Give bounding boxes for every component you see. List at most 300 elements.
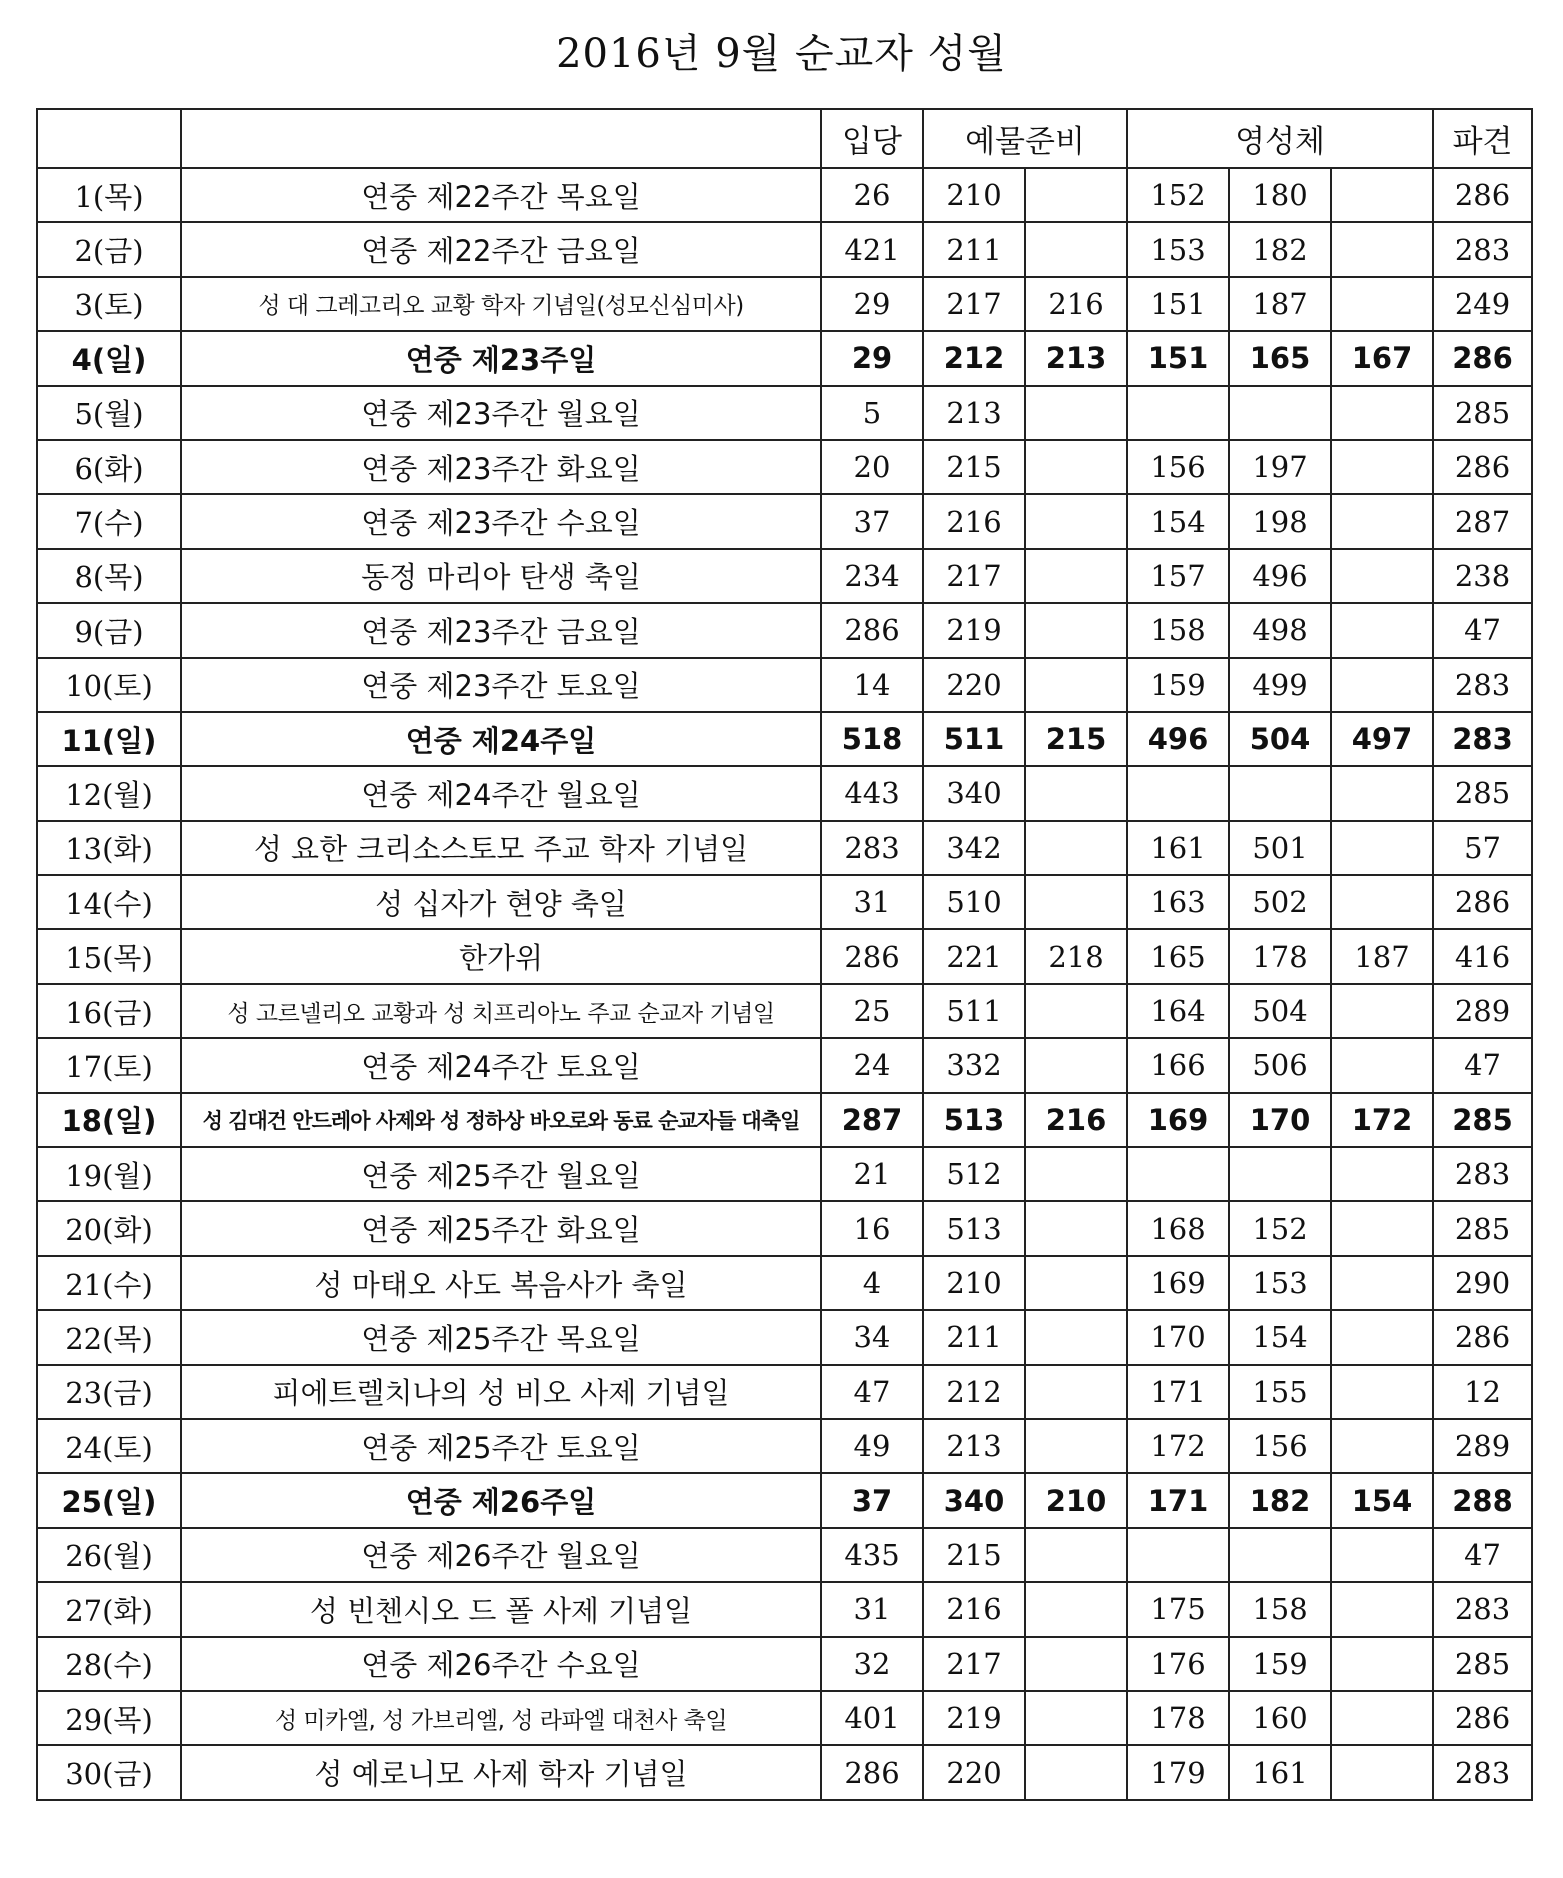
cell-offertory2 (1025, 1582, 1127, 1636)
cell-dismissal: 283 (1433, 1582, 1532, 1636)
cell-entrance: 31 (821, 1582, 923, 1636)
cell-feast: 연중 제24주간 토요일 (181, 1038, 821, 1092)
table-row (37, 875, 1532, 929)
cell-dismissal: 286 (1433, 168, 1532, 222)
cell-entrance: 47 (821, 1365, 923, 1419)
cell-feast: 연중 제26주간 월요일 (181, 1528, 821, 1582)
cell-communion3 (1331, 1419, 1433, 1473)
table-row (37, 1365, 1532, 1419)
cell-day: 16(금) (37, 984, 181, 1038)
cell-communion2: 155 (1229, 1365, 1331, 1419)
cell-communion2: 198 (1229, 494, 1331, 548)
cell-dismissal: 288 (1433, 1473, 1532, 1527)
cell-offertory2 (1025, 603, 1127, 657)
cell-communion2: 182 (1229, 222, 1331, 276)
cell-communion1: 151 (1127, 277, 1229, 331)
cell-dismissal: 285 (1433, 1201, 1532, 1255)
header-feast (181, 109, 821, 168)
cell-dismissal: 47 (1433, 603, 1532, 657)
cell-day: 1(목) (37, 168, 181, 222)
header-dismissal: 파견 (1433, 109, 1532, 168)
cell-day: 4(일) (37, 331, 181, 385)
cell-day: 30(금) (37, 1745, 181, 1799)
cell-dismissal: 283 (1433, 1147, 1532, 1201)
cell-offertory1: 212 (923, 331, 1025, 385)
cell-offertory2 (1025, 875, 1127, 929)
cell-communion1: 175 (1127, 1582, 1229, 1636)
cell-feast: 성 미카엘, 성 가브리엘, 성 라파엘 대천사 축일 (181, 1691, 821, 1745)
cell-communion3: 167 (1331, 331, 1433, 385)
cell-feast: 연중 제23주일 (181, 331, 821, 385)
cell-offertory1: 511 (923, 984, 1025, 1038)
cell-offertory1: 219 (923, 1691, 1025, 1745)
cell-entrance: 26 (821, 168, 923, 222)
cell-feast: 연중 제26주일 (181, 1473, 821, 1527)
cell-offertory2 (1025, 494, 1127, 548)
cell-offertory1: 511 (923, 712, 1025, 766)
cell-offertory1: 510 (923, 875, 1025, 929)
cell-offertory1: 340 (923, 1473, 1025, 1527)
cell-day: 13(화) (37, 821, 181, 875)
cell-entrance: 4 (821, 1256, 923, 1310)
cell-entrance: 518 (821, 712, 923, 766)
cell-offertory1: 212 (923, 1365, 1025, 1419)
cell-dismissal: 286 (1433, 331, 1532, 385)
cell-communion2: 178 (1229, 929, 1331, 983)
cell-communion1 (1127, 766, 1229, 820)
cell-offertory2 (1025, 1745, 1127, 1799)
cell-offertory2 (1025, 1310, 1127, 1364)
cell-entrance: 29 (821, 277, 923, 331)
cell-offertory1: 513 (923, 1201, 1025, 1255)
cell-dismissal: 286 (1433, 875, 1532, 929)
cell-dismissal: 47 (1433, 1038, 1532, 1092)
cell-offertory1: 217 (923, 1637, 1025, 1691)
table-row (37, 222, 1532, 276)
cell-communion1: 176 (1127, 1637, 1229, 1691)
cell-feast: 연중 제23주간 화요일 (181, 440, 821, 494)
table-row (37, 1038, 1532, 1092)
table-row (37, 929, 1532, 983)
cell-communion3 (1331, 658, 1433, 712)
cell-entrance: 401 (821, 1691, 923, 1745)
cell-communion3: 172 (1331, 1093, 1433, 1147)
table-header-row (37, 109, 1532, 168)
table-row (37, 331, 1532, 385)
cell-communion3 (1331, 984, 1433, 1038)
cell-communion2 (1229, 766, 1331, 820)
cell-communion1: 152 (1127, 168, 1229, 222)
cell-dismissal: 283 (1433, 658, 1532, 712)
cell-entrance: 21 (821, 1147, 923, 1201)
cell-day: 7(수) (37, 494, 181, 548)
cell-feast: 연중 제23주간 월요일 (181, 386, 821, 440)
cell-entrance: 31 (821, 875, 923, 929)
cell-offertory1: 513 (923, 1093, 1025, 1147)
cell-feast: 연중 제24주일 (181, 712, 821, 766)
cell-communion1: 157 (1127, 549, 1229, 603)
cell-communion3: 154 (1331, 1473, 1433, 1527)
cell-day: 10(토) (37, 658, 181, 712)
cell-communion2 (1229, 1528, 1331, 1582)
cell-dismissal: 289 (1433, 984, 1532, 1038)
cell-entrance: 435 (821, 1528, 923, 1582)
cell-feast: 연중 제24주간 월요일 (181, 766, 821, 820)
cell-communion3 (1331, 549, 1433, 603)
cell-offertory1: 219 (923, 603, 1025, 657)
cell-feast: 연중 제25주간 목요일 (181, 1310, 821, 1364)
cell-entrance: 49 (821, 1419, 923, 1473)
cell-dismissal: 47 (1433, 1528, 1532, 1582)
cell-offertory1: 217 (923, 277, 1025, 331)
cell-communion2: 182 (1229, 1473, 1331, 1527)
cell-entrance: 29 (821, 331, 923, 385)
table-row (37, 1419, 1532, 1473)
cell-dismissal: 286 (1433, 1310, 1532, 1364)
cell-communion1: 178 (1127, 1691, 1229, 1745)
cell-entrance: 24 (821, 1038, 923, 1092)
cell-offertory1: 211 (923, 1310, 1025, 1364)
cell-offertory2 (1025, 1256, 1127, 1310)
cell-offertory1: 216 (923, 1582, 1025, 1636)
cell-feast: 피에트렐치나의 성 비오 사제 기념일 (181, 1365, 821, 1419)
cell-communion1: 151 (1127, 331, 1229, 385)
cell-offertory2 (1025, 440, 1127, 494)
cell-communion1: 170 (1127, 1310, 1229, 1364)
cell-dismissal: 416 (1433, 929, 1532, 983)
cell-communion1: 153 (1127, 222, 1229, 276)
cell-communion2: 197 (1229, 440, 1331, 494)
table-row (37, 1147, 1532, 1201)
cell-offertory1: 512 (923, 1147, 1025, 1201)
cell-communion1: 169 (1127, 1093, 1229, 1147)
cell-offertory1: 217 (923, 549, 1025, 603)
cell-dismissal: 283 (1433, 222, 1532, 276)
cell-day: 19(월) (37, 1147, 181, 1201)
table-row (37, 386, 1532, 440)
cell-offertory1: 220 (923, 1745, 1025, 1799)
cell-day: 6(화) (37, 440, 181, 494)
cell-communion2: 161 (1229, 1745, 1331, 1799)
cell-day: 28(수) (37, 1637, 181, 1691)
cell-day: 12(월) (37, 766, 181, 820)
cell-communion1: 171 (1127, 1473, 1229, 1527)
cell-communion2: 152 (1229, 1201, 1331, 1255)
cell-feast: 동정 마리아 탄생 축일 (181, 549, 821, 603)
cell-communion3 (1331, 1310, 1433, 1364)
cell-communion2: 165 (1229, 331, 1331, 385)
cell-offertory1: 210 (923, 168, 1025, 222)
cell-communion2: 504 (1229, 712, 1331, 766)
cell-communion3 (1331, 386, 1433, 440)
cell-feast: 연중 제22주간 목요일 (181, 168, 821, 222)
cell-day: 22(목) (37, 1310, 181, 1364)
cell-communion1: 165 (1127, 929, 1229, 983)
cell-dismissal: 286 (1433, 440, 1532, 494)
cell-day: 15(목) (37, 929, 181, 983)
cell-communion2: 496 (1229, 549, 1331, 603)
cell-dismissal: 285 (1433, 766, 1532, 820)
table-row (37, 1637, 1532, 1691)
header-entrance: 입당 (821, 109, 923, 168)
document-title: 2016년 9월 순교자 성월 (556, 31, 1007, 77)
cell-feast: 연중 제23주간 수요일 (181, 494, 821, 548)
cell-offertory2 (1025, 821, 1127, 875)
cell-communion1: 163 (1127, 875, 1229, 929)
cell-offertory1: 211 (923, 222, 1025, 276)
cell-entrance: 34 (821, 1310, 923, 1364)
cell-feast: 성 대 그레고리오 교황 학자 기념일(성모신심미사) (181, 277, 821, 331)
cell-dismissal: 283 (1433, 1745, 1532, 1799)
cell-communion1: 166 (1127, 1038, 1229, 1092)
cell-day: 17(토) (37, 1038, 181, 1092)
cell-offertory1: 340 (923, 766, 1025, 820)
cell-communion3 (1331, 1637, 1433, 1691)
cell-day: 8(목) (37, 549, 181, 603)
cell-offertory2: 216 (1025, 1093, 1127, 1147)
cell-dismissal: 285 (1433, 386, 1532, 440)
cell-day: 25(일) (37, 1473, 181, 1527)
cell-feast: 연중 제25주간 토요일 (181, 1419, 821, 1473)
cell-entrance: 443 (821, 766, 923, 820)
cell-communion2: 156 (1229, 1419, 1331, 1473)
cell-communion1: 172 (1127, 1419, 1229, 1473)
cell-communion1: 158 (1127, 603, 1229, 657)
cell-communion3 (1331, 440, 1433, 494)
cell-communion3 (1331, 1365, 1433, 1419)
cell-entrance: 25 (821, 984, 923, 1038)
table-row (37, 1691, 1532, 1745)
cell-offertory2 (1025, 1637, 1127, 1691)
cell-offertory2 (1025, 1038, 1127, 1092)
cell-entrance: 32 (821, 1637, 923, 1691)
cell-entrance: 5 (821, 386, 923, 440)
cell-communion1: 168 (1127, 1201, 1229, 1255)
cell-communion3 (1331, 1038, 1433, 1092)
table-row (37, 1093, 1532, 1147)
cell-communion3 (1331, 1582, 1433, 1636)
cell-offertory2: 213 (1025, 331, 1127, 385)
cell-communion3 (1331, 494, 1433, 548)
cell-communion1 (1127, 1147, 1229, 1201)
cell-communion2: 506 (1229, 1038, 1331, 1092)
cell-offertory2 (1025, 766, 1127, 820)
table-row (37, 712, 1532, 766)
cell-entrance: 286 (821, 603, 923, 657)
cell-communion3 (1331, 1528, 1433, 1582)
cell-day: 9(금) (37, 603, 181, 657)
cell-day: 18(일) (37, 1093, 181, 1147)
cell-communion3 (1331, 168, 1433, 222)
cell-offertory1: 215 (923, 440, 1025, 494)
cell-feast: 성 빈첸시오 드 폴 사제 기념일 (181, 1582, 821, 1636)
table-row (37, 277, 1532, 331)
cell-entrance: 20 (821, 440, 923, 494)
cell-communion1 (1127, 386, 1229, 440)
cell-entrance: 37 (821, 494, 923, 548)
cell-communion2: 158 (1229, 1582, 1331, 1636)
cell-communion2 (1229, 1147, 1331, 1201)
table-row (37, 766, 1532, 820)
cell-offertory2 (1025, 1365, 1127, 1419)
table-row (37, 1201, 1532, 1255)
cell-communion3 (1331, 1147, 1433, 1201)
table-row (37, 603, 1532, 657)
cell-communion3 (1331, 603, 1433, 657)
cell-day: 27(화) (37, 1582, 181, 1636)
cell-offertory2 (1025, 1201, 1127, 1255)
cell-dismissal: 238 (1433, 549, 1532, 603)
cell-day: 14(수) (37, 875, 181, 929)
cell-entrance: 283 (821, 821, 923, 875)
table-row (37, 440, 1532, 494)
table-row (37, 821, 1532, 875)
cell-communion3 (1331, 222, 1433, 276)
cell-day: 21(수) (37, 1256, 181, 1310)
table-row (37, 1256, 1532, 1310)
cell-communion2: 160 (1229, 1691, 1331, 1745)
cell-offertory1: 215 (923, 1528, 1025, 1582)
cell-communion2: 502 (1229, 875, 1331, 929)
table-row (37, 494, 1532, 548)
cell-communion2: 170 (1229, 1093, 1331, 1147)
cell-offertory2 (1025, 1528, 1127, 1582)
cell-day: 23(금) (37, 1365, 181, 1419)
table-row (37, 1473, 1532, 1527)
cell-feast: 한가위 (181, 929, 821, 983)
cell-feast: 연중 제25주간 화요일 (181, 1201, 821, 1255)
cell-dismissal: 283 (1433, 712, 1532, 766)
cell-communion1: 154 (1127, 494, 1229, 548)
cell-communion3 (1331, 1745, 1433, 1799)
cell-offertory1: 332 (923, 1038, 1025, 1092)
table-row (37, 984, 1532, 1038)
cell-dismissal: 286 (1433, 1691, 1532, 1745)
hymn-schedule-table (36, 108, 1533, 1801)
cell-dismissal: 249 (1433, 277, 1532, 331)
cell-feast: 성 김대건 안드레아 사제와 성 정하상 바오로와 동료 순교자들 대축일 (181, 1093, 821, 1147)
table-row (37, 1528, 1532, 1582)
cell-communion2: 501 (1229, 821, 1331, 875)
cell-offertory1: 213 (923, 1419, 1025, 1473)
cell-dismissal: 12 (1433, 1365, 1532, 1419)
cell-offertory2: 216 (1025, 277, 1127, 331)
cell-entrance: 286 (821, 929, 923, 983)
cell-communion2: 153 (1229, 1256, 1331, 1310)
table-body (37, 168, 1532, 1800)
cell-day: 5(월) (37, 386, 181, 440)
cell-entrance: 286 (821, 1745, 923, 1799)
table-row (37, 549, 1532, 603)
cell-offertory2 (1025, 1147, 1127, 1201)
cell-feast: 연중 제26주간 수요일 (181, 1637, 821, 1691)
cell-day: 26(월) (37, 1528, 181, 1582)
cell-communion3: 187 (1331, 929, 1433, 983)
header-day (37, 109, 181, 168)
cell-day: 2(금) (37, 222, 181, 276)
cell-feast: 성 십자가 현양 축일 (181, 875, 821, 929)
cell-communion1: 496 (1127, 712, 1229, 766)
cell-communion3 (1331, 766, 1433, 820)
cell-communion1: 164 (1127, 984, 1229, 1038)
cell-day: 3(토) (37, 277, 181, 331)
cell-communion1: 156 (1127, 440, 1229, 494)
cell-feast: 성 고르넬리오 교황과 성 치프리아노 주교 순교자 기념일 (181, 984, 821, 1038)
cell-offertory1: 220 (923, 658, 1025, 712)
cell-offertory2 (1025, 168, 1127, 222)
cell-offertory2 (1025, 984, 1127, 1038)
cell-communion3 (1331, 1256, 1433, 1310)
cell-feast: 성 요한 크리소스토모 주교 학자 기념일 (181, 821, 821, 875)
cell-day: 29(목) (37, 1691, 181, 1745)
cell-communion1 (1127, 1528, 1229, 1582)
cell-entrance: 287 (821, 1093, 923, 1147)
cell-communion1: 171 (1127, 1365, 1229, 1419)
cell-communion3 (1331, 875, 1433, 929)
cell-feast: 연중 제22주간 금요일 (181, 222, 821, 276)
cell-entrance: 14 (821, 658, 923, 712)
cell-communion1: 169 (1127, 1256, 1229, 1310)
cell-day: 24(토) (37, 1419, 181, 1473)
cell-communion3 (1331, 1201, 1433, 1255)
cell-feast: 연중 제23주간 토요일 (181, 658, 821, 712)
table-row (37, 168, 1532, 222)
cell-day: 20(화) (37, 1201, 181, 1255)
table-row (37, 1582, 1532, 1636)
cell-offertory1: 213 (923, 386, 1025, 440)
cell-dismissal: 285 (1433, 1093, 1532, 1147)
cell-communion2: 498 (1229, 603, 1331, 657)
cell-communion1: 159 (1127, 658, 1229, 712)
cell-offertory1: 221 (923, 929, 1025, 983)
cell-feast: 성 마태오 사도 복음사가 축일 (181, 1256, 821, 1310)
cell-communion3 (1331, 277, 1433, 331)
header-communion: 영성체 (1127, 109, 1433, 168)
cell-offertory2 (1025, 386, 1127, 440)
cell-communion1: 179 (1127, 1745, 1229, 1799)
cell-offertory2: 218 (1025, 929, 1127, 983)
cell-offertory2 (1025, 222, 1127, 276)
table-row (37, 1745, 1532, 1799)
cell-offertory1: 210 (923, 1256, 1025, 1310)
cell-offertory2: 215 (1025, 712, 1127, 766)
cell-dismissal: 289 (1433, 1419, 1532, 1473)
cell-communion2 (1229, 386, 1331, 440)
cell-communion2: 187 (1229, 277, 1331, 331)
cell-communion2: 499 (1229, 658, 1331, 712)
cell-communion1: 161 (1127, 821, 1229, 875)
cell-communion3 (1331, 1691, 1433, 1745)
cell-communion2: 159 (1229, 1637, 1331, 1691)
cell-day: 11(일) (37, 712, 181, 766)
header-offertory: 예물준비 (923, 109, 1127, 168)
cell-feast: 성 예로니모 사제 학자 기념일 (181, 1745, 821, 1799)
cell-entrance: 421 (821, 222, 923, 276)
cell-dismissal: 285 (1433, 1637, 1532, 1691)
cell-offertory1: 342 (923, 821, 1025, 875)
table-row (37, 1310, 1532, 1364)
cell-offertory2 (1025, 1691, 1127, 1745)
cell-communion3: 497 (1331, 712, 1433, 766)
cell-offertory1: 216 (923, 494, 1025, 548)
cell-offertory2: 210 (1025, 1473, 1127, 1527)
cell-entrance: 16 (821, 1201, 923, 1255)
cell-offertory2 (1025, 549, 1127, 603)
table-row (37, 658, 1532, 712)
cell-offertory2 (1025, 658, 1127, 712)
cell-communion2: 504 (1229, 984, 1331, 1038)
cell-communion2: 180 (1229, 168, 1331, 222)
